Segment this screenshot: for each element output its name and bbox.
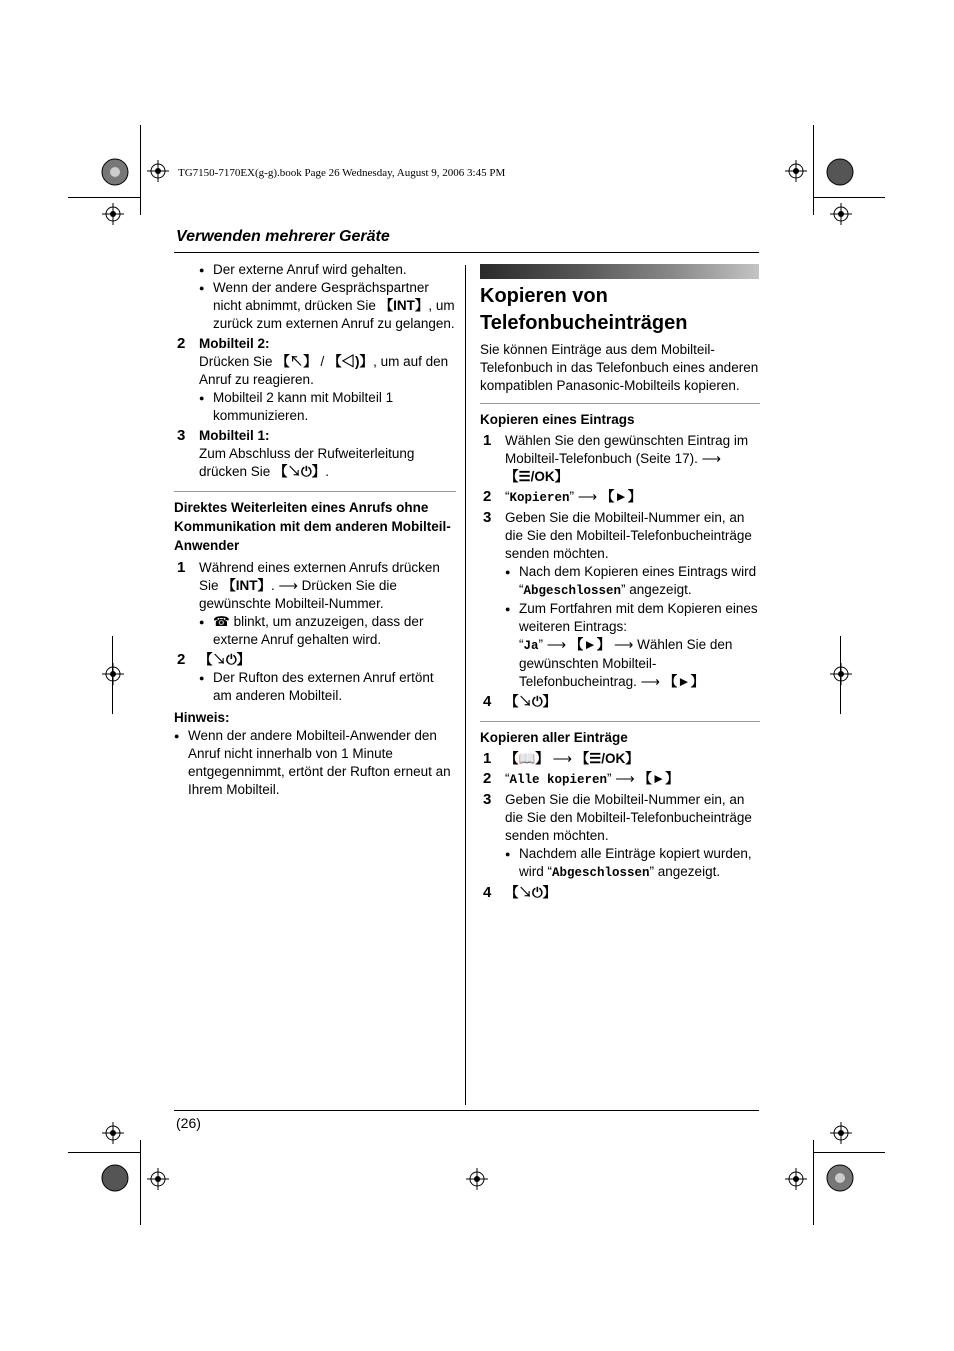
bullet-text: Der externe Anruf wird gehalten. <box>213 262 407 277</box>
crop-line <box>112 636 113 714</box>
right-column <box>480 264 760 902</box>
intro-text: Sie können Einträge aus dem Mobilteil-Telefonbuch in das Telefonbuch eines anderen kompatiblen Panasonic-Mobilteils kopieren. <box>480 342 759 393</box>
section-title: Verwenden mehrerer Geräte <box>176 228 390 245</box>
step-title: Mobilteil 1: <box>199 428 270 443</box>
off-key-icon: 【↘⏻】 <box>274 464 326 479</box>
off-key-icon: 【↘⏻】 <box>505 694 557 709</box>
text: / <box>316 354 329 369</box>
step-number: 2 <box>177 651 186 668</box>
step-number: 1 <box>483 750 492 767</box>
step-text: Geben Sie die Mobilteil-Nummer ein, an die Sie den Mobilteil-Telefonbucheinträge senden möchten. <box>505 792 752 843</box>
text: Nach dem Kopieren eines Eintrags wird “ <box>519 564 757 597</box>
bullet-item <box>199 389 456 425</box>
color-wheel-icon <box>100 1163 130 1193</box>
divider <box>480 403 760 404</box>
menu-ok-key-icon: 【☰/OK】 <box>505 469 569 484</box>
column-divider <box>465 265 466 1105</box>
display-text: Kopieren <box>509 491 570 505</box>
left-column <box>174 261 456 799</box>
copy-step-4 <box>480 693 760 711</box>
bullet-item <box>199 279 456 333</box>
text: ” ⟶ <box>569 489 601 504</box>
subheading: Direktes Weiterleiten eines Anrufs ohne Kommunikation mit dem anderen Mobilteil-Anwender <box>174 500 451 553</box>
step-number: 1 <box>177 559 186 576</box>
bullet-item <box>505 845 760 882</box>
page-title: Kopieren von Telefonbucheinträgen <box>480 285 688 334</box>
text: ⟶ <box>548 751 576 766</box>
copy-all-step-1 <box>480 750 760 768</box>
step-3 <box>174 427 456 481</box>
subheading: Kopieren eines Eintrags <box>480 412 635 427</box>
step-number: 3 <box>483 509 492 526</box>
step-2 <box>174 335 456 425</box>
bullet-text: blinkt, um anzuzeigen, dass der externe Anruf gehalten wird. <box>213 614 424 647</box>
direct-step-2 <box>174 651 456 705</box>
right-key-icon: 【►】 <box>569 637 611 652</box>
copy-all-step-2 <box>480 770 760 789</box>
divider <box>174 491 456 492</box>
bullet-text: Wenn der andere Mobilteil-Anwender den Anruf nicht innerhalb von 1 Minute entgegennimmt, ertönt der Rufton erneut an Ihrem Mobilteil. <box>188 728 451 797</box>
right-key-icon: 【►】 <box>638 771 679 786</box>
step-text: Geben Sie die Mobilteil-Nummer ein, an die Sie den Mobilteil-Telefonbucheinträge senden möchten. <box>505 510 752 561</box>
page-number: (26) <box>176 1115 201 1131</box>
text: “ <box>505 489 510 504</box>
step-number: 1 <box>483 432 492 449</box>
crosshair-icon <box>147 160 169 182</box>
crosshair-icon <box>830 1122 852 1144</box>
color-wheel-icon <box>825 157 855 187</box>
crop-line <box>813 1152 885 1153</box>
display-text: Alle kopieren <box>509 773 608 787</box>
step-text <box>199 353 456 389</box>
crosshair-icon <box>102 1122 124 1144</box>
display-text: Ja <box>523 639 539 653</box>
crosshair-icon <box>785 160 807 182</box>
step-text <box>199 559 456 613</box>
text: ⟶ Wählen Sie den gewünschten Mobilteil-Telefonbucheintrag. ⟶ <box>519 637 733 689</box>
off-key-icon: 【↘⏻】 <box>199 652 251 667</box>
copy-all-step-3 <box>480 791 760 882</box>
crop-line <box>840 636 841 714</box>
crosshair-icon <box>147 1168 169 1190</box>
crop-line <box>68 1152 140 1153</box>
title-bar <box>480 264 759 279</box>
talk-key-icon: 【↖】 <box>276 354 317 369</box>
text: . <box>325 464 329 479</box>
hint-title: Hinweis: <box>174 710 230 725</box>
crop-line <box>813 197 885 198</box>
right-key-icon: 【►】 <box>600 489 642 504</box>
text: “ <box>519 637 524 652</box>
text: ” ⟶ <box>538 637 570 652</box>
display-text: Abgeschlossen <box>523 584 622 598</box>
off-key-icon: 【↘⏻】 <box>505 885 557 900</box>
int-key: 【INT】 <box>379 298 429 313</box>
step-text <box>199 445 456 481</box>
step-number: 2 <box>483 770 492 787</box>
text: Nachdem alle Einträge kopiert wurden, wird “ <box>519 846 752 879</box>
text: ” angezeigt. <box>621 582 692 597</box>
crosshair-icon <box>102 663 124 685</box>
step-number: 2 <box>483 488 492 505</box>
crosshair-icon <box>830 203 852 225</box>
copy-step-1 <box>480 432 760 486</box>
color-wheel-icon <box>825 1163 855 1193</box>
crop-line <box>140 125 141 215</box>
bullet-item <box>199 669 456 705</box>
copy-step-2 <box>480 488 760 507</box>
right-key-icon: 【►】 <box>663 674 705 689</box>
int-key: 【INT】 <box>222 578 272 593</box>
color-wheel-icon <box>100 157 130 187</box>
text: Drücken Sie <box>199 354 277 369</box>
display-text: Abgeschlossen <box>552 866 650 880</box>
crosshair-icon <box>102 203 124 225</box>
crosshair-icon <box>830 663 852 685</box>
bullet-text: Mobilteil 2 kann mit Mobilteil 1 kommunizieren. <box>213 390 394 423</box>
bullet-text: Der Rufton des externen Anruf ertönt am anderen Mobilteil. <box>213 670 434 703</box>
step-number: 2 <box>177 335 186 352</box>
copy-step-3 <box>480 509 760 691</box>
footer-rule <box>174 1110 759 1111</box>
bullet-item <box>199 261 456 279</box>
bullet-item <box>505 600 760 691</box>
step-number: 4 <box>483 884 492 901</box>
file-info: TG7150-7170EX(g-g).book Page 26 Wednesday, August 9, 2006 3:45 PM <box>178 167 506 179</box>
subheading: Kopieren aller Einträge <box>480 730 628 745</box>
step-text: Wählen Sie den gewünschten Eintrag im Mobilteil-Telefonbuch (Seite 17). ⟶ <box>505 433 749 466</box>
step-number: 3 <box>483 791 492 808</box>
text: . ⟶ Drücken Sie die gewünschte Mobilteil-Nummer. <box>199 578 397 611</box>
text: , um auf den Anruf zu reagieren. <box>199 354 449 387</box>
bullet-item <box>505 563 760 600</box>
copy-all-step-4 <box>480 884 760 902</box>
text: ” angezeigt. <box>649 864 721 879</box>
step-number: 4 <box>483 693 492 710</box>
divider <box>480 721 760 722</box>
text: Zum Fortfahren mit dem Kopieren eines weiteren Eintrags: <box>519 601 758 634</box>
text: Während eines externen Anrufs drücken Sie <box>199 560 440 593</box>
menu-ok-key-icon: 【☰/OK】 <box>575 751 639 766</box>
phone-icon: ☎ <box>213 614 230 629</box>
bullet-item <box>199 613 456 649</box>
text: ” ⟶ <box>607 771 639 786</box>
bullet-text: , um zurück zum externen Anruf zu gelangen. <box>213 298 455 331</box>
bullet-item <box>174 727 456 799</box>
text: Zum Abschluss der Rufweiterleitung drücken Sie <box>199 446 415 479</box>
direct-step-1 <box>174 559 456 649</box>
text: “ <box>505 771 510 786</box>
step-title: Mobilteil 2: <box>199 336 270 351</box>
crosshair-icon <box>466 1168 488 1190</box>
step-number: 3 <box>177 427 186 444</box>
speaker-key-icon: 【◁)】 <box>328 354 374 369</box>
bullet-text: Wenn der andere Gesprächspartner nicht abnimmt, drücken Sie <box>213 280 429 313</box>
crosshair-icon <box>785 1168 807 1190</box>
crop-line <box>68 197 140 198</box>
crop-line <box>140 1140 141 1225</box>
crop-line <box>813 125 814 215</box>
header-rule <box>174 252 759 253</box>
phonebook-key-icon: 【📖】 <box>505 751 549 766</box>
